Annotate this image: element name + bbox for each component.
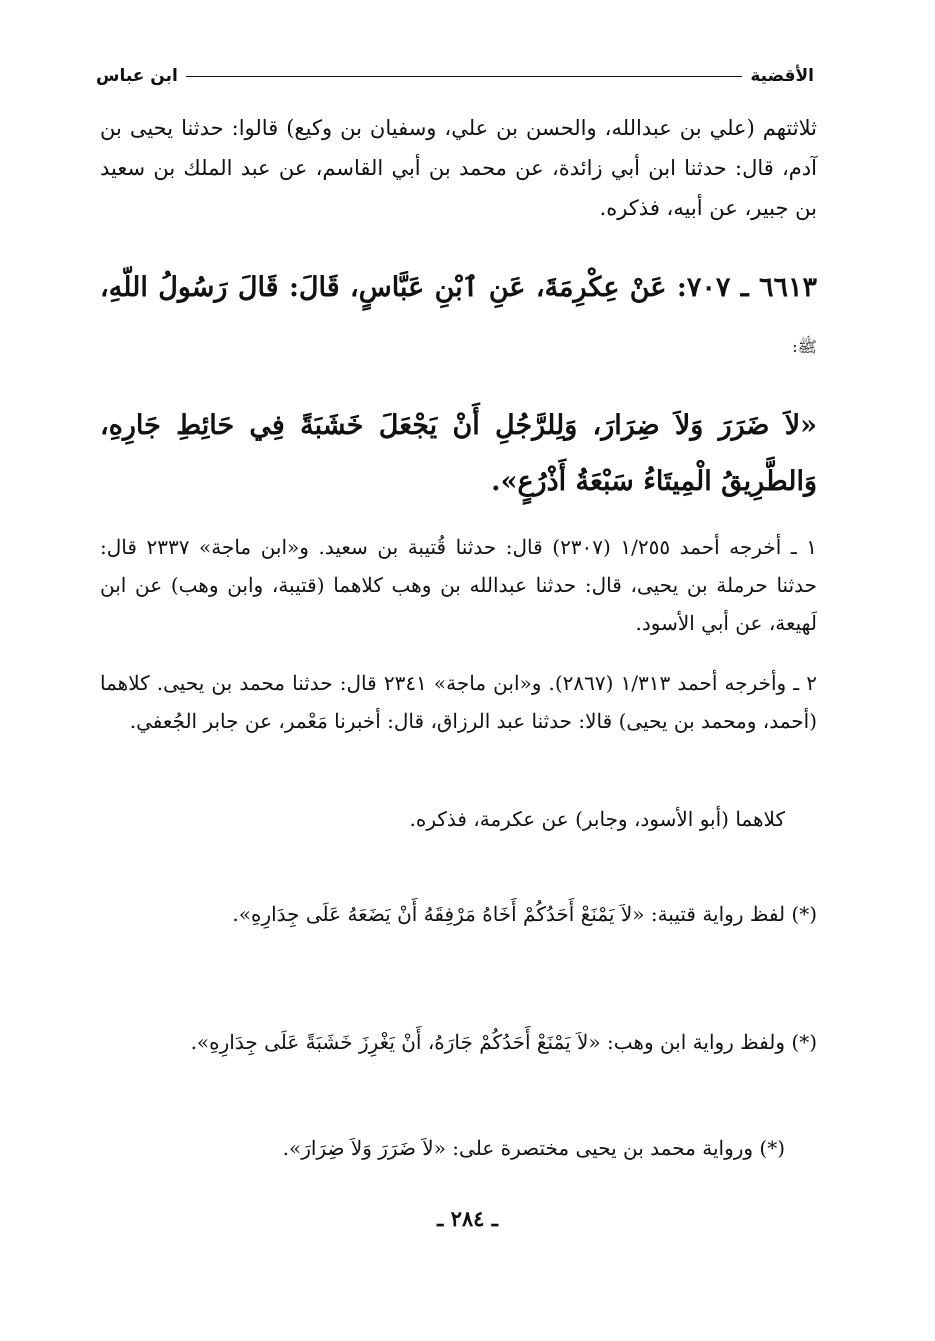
section-title: ابن عباس xyxy=(96,66,178,86)
running-header xyxy=(96,62,814,90)
chapter-title: الأقضية xyxy=(750,66,814,86)
header-rule xyxy=(186,76,743,77)
hadith-heading xyxy=(100,260,817,375)
chain-paragraph: ثلاثتهم (علي بن عبدالله، والحسن بن علي، وسفيان بن وكيع) قالوا: حدثنا يحيى بن آدم، قال: حدثنا ابن أبي زائدة، عن محمد بن أبي القاسم، عن عبد الملك بن سعيد بن جبير، عن أبيه، فذكره. xyxy=(100,116,817,220)
salla-ligature: ﷺ: xyxy=(792,337,817,356)
variant-note-3: (*) ورواية محمد بن يحيى مختصرة على: «لاَ ضَرَرَ وَلاَ ضِرَارَ». xyxy=(282,1136,785,1160)
takhrij-note-2: ٢ ـ وأخرجه أحمد ١/٣١٣ (٢٨٦٧). و«ابن ماجة» ٢٣٤١ قال: حدثنا محمد بن يحيى. كلاهما (أحمد، ومحمد بن يحيى) قالا: حدثنا عبد الرزاق، قال: أخبرنا مَعْمر، عن جابر الجُعفي. xyxy=(100,671,818,733)
hadith-text: «لاَ ضَرَرَ وَلاَ ضِرَارَ، وَلِلرَّجُلِ أَنْ يَجْعَلَ خَشَبَةً فِي حَائِطِ جَارِهِ، وَالطَّرِيقُ الْمِيتَاءُ سَبْعَةُ أَذْرُعٍ». xyxy=(100,410,817,497)
variant-note-1: (*) لفظ رواية قتيبة: «لاَ يَمْنَعْ أَحَدُكُمْ أَخَاهُ مَرْفِقَهُ أَنْ يَضَعَهُ عَلَى جِدَارِهِ». xyxy=(232,902,817,926)
takhrij-summary: كلاهما (أبو الأسود، وجابر) عن عكرمة، فذكره. xyxy=(409,807,785,831)
variant-note-2: (*) ولفظ رواية ابن وهب: «لاَ يَمْنَعْ أَحَدُكُمْ جَارَهُ، أَنْ يَغْرِزَ خَشَبَةً عَلَى جِدَارِهِ». xyxy=(190,1030,817,1054)
hadith-isnad: ٦٦١٣ ـ ٧٠٧: عَنْ عِكْرِمَةَ، عَنِ ٱبْنِ عَبَّاسٍ، قَالَ: قَالَ رَسُولُ اللّهِ، xyxy=(100,272,817,303)
page-number: ـ ٢٨٤ ـ xyxy=(437,1206,498,1231)
takhrij-note-1: ١ ـ أخرجه أحمد ١/٢٥٥ (٢٣٠٧) قال: حدثنا قُتيبة بن سعيد. و«ابن ماجة» ٢٣٣٧ قال: حدثنا حرملة بن يحيى، قال: حدثنا عبدالله بن وهب كلاهما (قتيبة، وابن وهب) عن ابن لَهيعة، عن أبي الأسود. xyxy=(100,535,817,635)
